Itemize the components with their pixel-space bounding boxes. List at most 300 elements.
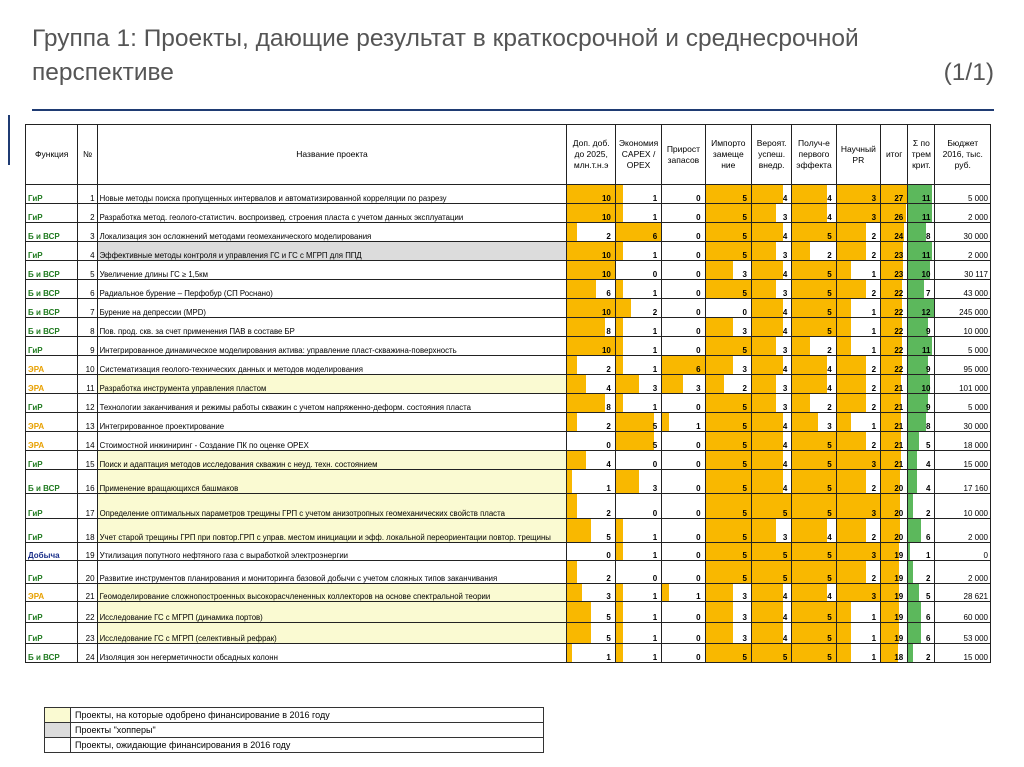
three-criteria-cell <box>908 413 935 432</box>
score-value: 0 <box>696 613 701 622</box>
three-criteria-cell <box>908 494 935 519</box>
score-bar <box>567 375 586 393</box>
score-value: 1 <box>871 613 877 622</box>
score-cell <box>836 337 880 356</box>
score-bar <box>567 494 576 518</box>
table-row <box>26 242 991 261</box>
row-number: 11 <box>78 375 97 394</box>
total-cell <box>881 261 908 280</box>
total-value: 23 <box>894 270 904 279</box>
legend-swatch <box>45 738 71 753</box>
score-cell <box>836 494 880 519</box>
score-value: 5 <box>742 484 747 493</box>
score-cell <box>567 451 615 470</box>
criteria-bar <box>908 356 928 374</box>
score-cell <box>792 261 836 280</box>
project-name: Изоляция зон негерметичности обсадных колонн <box>97 644 567 663</box>
budget-cell: 5 000 <box>935 185 991 204</box>
project-name: Исследование ГС с МГРП (динамика портов) <box>97 602 567 623</box>
function-cell: ЭРА <box>26 584 78 602</box>
score-bar <box>706 356 733 374</box>
score-cell <box>567 280 615 299</box>
score-cell <box>615 242 661 261</box>
table-row <box>26 584 991 602</box>
score-cell <box>792 623 836 644</box>
function-cell: ГиР <box>26 204 78 223</box>
table-row <box>26 318 991 337</box>
score-value: 5 <box>742 213 747 222</box>
score-cell <box>792 375 836 394</box>
score-cell <box>662 223 705 242</box>
score-value: 0 <box>606 551 611 560</box>
total-cell <box>881 375 908 394</box>
score-bar <box>837 375 866 393</box>
score-value: 5 <box>827 460 832 469</box>
budget-cell: 2 000 <box>935 561 991 584</box>
score-cell <box>567 223 615 242</box>
total-cell <box>881 623 908 644</box>
criteria-value: 8 <box>926 232 931 241</box>
project-name: Развитие инструментов планирования и мониторинга базовой добычи с учетом сложных типов заканчивания <box>97 561 567 584</box>
score-bar <box>837 644 851 662</box>
score-value: 0 <box>696 634 701 643</box>
score-value: 4 <box>782 327 788 336</box>
row-number: 7 <box>78 299 97 318</box>
score-value: 2 <box>871 403 877 412</box>
budget-cell: 60 000 <box>935 602 991 623</box>
table-row <box>26 204 991 223</box>
score-value: 3 <box>871 213 877 222</box>
score-cell <box>792 470 836 494</box>
table-row <box>26 394 991 413</box>
score-value: 2 <box>606 422 611 431</box>
score-value: 2 <box>871 232 877 241</box>
table-row <box>26 223 991 242</box>
criteria-value: 12 <box>921 308 931 317</box>
total-value: 20 <box>894 509 904 518</box>
score-value: 0 <box>652 270 658 279</box>
score-bar <box>567 519 591 542</box>
project-name: Применение вращающихся башмаков <box>97 470 567 494</box>
score-cell <box>792 451 836 470</box>
score-cell <box>567 356 615 375</box>
total-cell <box>881 470 908 494</box>
score-bar <box>752 584 783 601</box>
score-cell <box>792 185 836 204</box>
criteria-value: 11 <box>921 251 931 260</box>
score-value: 3 <box>742 634 747 643</box>
budget-cell: 30 000 <box>935 223 991 242</box>
score-value: 0 <box>696 484 701 493</box>
score-cell <box>836 204 880 223</box>
score-cell <box>615 394 661 413</box>
function-cell: ГиР <box>26 561 78 584</box>
score-value: 5 <box>652 422 658 431</box>
score-cell <box>705 602 751 623</box>
score-value: 3 <box>782 384 788 393</box>
score-value: 6 <box>652 232 658 241</box>
score-bar <box>792 394 809 412</box>
score-value: 3 <box>782 251 788 260</box>
row-number: 2 <box>78 204 97 223</box>
score-bar <box>567 602 591 622</box>
criteria-bar <box>908 494 912 518</box>
budget-cell: 30 000 <box>935 413 991 432</box>
total-value: 26 <box>894 213 904 222</box>
function-cell: Добыча <box>26 543 78 561</box>
row-number: 22 <box>78 602 97 623</box>
budget-cell: 5 000 <box>935 337 991 356</box>
score-cell <box>792 299 836 318</box>
three-criteria-cell <box>908 623 935 644</box>
score-value: 5 <box>827 613 832 622</box>
header-reserves: Прирост запасов <box>662 125 705 185</box>
score-cell <box>836 519 880 543</box>
score-cell <box>836 261 880 280</box>
score-bar <box>752 375 776 393</box>
score-bar <box>616 470 639 493</box>
score-bar <box>567 451 586 469</box>
score-value: 5 <box>742 533 747 542</box>
score-cell <box>705 561 751 584</box>
score-value: 5 <box>827 308 832 317</box>
score-value: 4 <box>827 533 832 542</box>
score-bar <box>792 413 818 431</box>
row-number: 3 <box>78 223 97 242</box>
total-cell <box>881 204 908 223</box>
score-value: 4 <box>782 422 788 431</box>
score-value: 2 <box>827 251 832 260</box>
criteria-bar <box>908 451 917 469</box>
score-value: 3 <box>871 194 877 203</box>
legend-label: Проекты "хопперы" <box>71 723 544 738</box>
function-cell: Б и ВСР <box>26 299 78 318</box>
table-row <box>26 337 991 356</box>
budget-cell: 2 000 <box>935 519 991 543</box>
score-cell <box>662 204 705 223</box>
criteria-bar <box>908 644 912 662</box>
score-value: 5 <box>782 653 788 662</box>
score-cell <box>792 644 836 663</box>
score-value: 4 <box>827 592 832 601</box>
score-cell <box>792 584 836 602</box>
total-value: 20 <box>894 484 904 493</box>
score-cell <box>751 561 791 584</box>
score-bar <box>752 223 783 241</box>
score-bar <box>837 561 866 583</box>
score-value: 10 <box>601 308 611 317</box>
score-value: 5 <box>742 403 747 412</box>
score-bar <box>752 356 783 374</box>
score-cell <box>705 519 751 543</box>
score-cell <box>836 185 880 204</box>
score-cell <box>751 470 791 494</box>
score-bar <box>706 623 733 643</box>
score-value: 0 <box>696 653 701 662</box>
header-import-substitution: Импорто замеще ние <box>705 125 751 185</box>
score-cell <box>662 561 705 584</box>
header-number: № <box>78 125 97 185</box>
header-first-effect: Получ-е первого эффекта <box>792 125 836 185</box>
score-value: 1 <box>606 653 611 662</box>
score-cell <box>836 318 880 337</box>
table-row <box>26 261 991 280</box>
score-cell <box>792 602 836 623</box>
table-row <box>26 280 991 299</box>
score-value: 10 <box>601 213 611 222</box>
criteria-bar <box>908 543 910 560</box>
score-bar <box>567 470 572 493</box>
table-row <box>26 356 991 375</box>
score-bar <box>616 356 624 374</box>
score-value: 0 <box>652 574 658 583</box>
score-value: 1 <box>871 308 877 317</box>
score-value: 4 <box>782 460 788 469</box>
function-cell: ЭРА <box>26 432 78 451</box>
score-bar <box>616 543 624 560</box>
header-three-criteria: Σ по трем крит. <box>908 125 935 185</box>
total-value: 21 <box>894 460 904 469</box>
criteria-bar <box>908 280 923 298</box>
budget-cell: 18 000 <box>935 432 991 451</box>
score-cell <box>705 375 751 394</box>
score-value: 1 <box>652 251 658 260</box>
score-value: 0 <box>696 308 701 317</box>
budget-cell: 10 000 <box>935 318 991 337</box>
score-cell <box>662 394 705 413</box>
criteria-value: 11 <box>921 346 931 355</box>
score-value: 4 <box>782 484 788 493</box>
score-value: 3 <box>871 592 877 601</box>
score-cell <box>751 204 791 223</box>
table-row <box>26 470 991 494</box>
function-cell: ГиР <box>26 337 78 356</box>
score-cell <box>792 280 836 299</box>
score-value: 5 <box>782 551 788 560</box>
criteria-bar <box>908 223 925 241</box>
score-bar <box>752 519 776 542</box>
score-cell <box>615 451 661 470</box>
three-criteria-cell <box>908 543 935 561</box>
table-row <box>26 299 991 318</box>
score-cell <box>615 623 661 644</box>
score-cell <box>615 261 661 280</box>
function-cell: Б и ВСР <box>26 223 78 242</box>
projects-table <box>25 124 991 663</box>
table-row <box>26 623 991 644</box>
score-cell <box>662 494 705 519</box>
three-criteria-cell <box>908 337 935 356</box>
score-value: 10 <box>601 346 611 355</box>
project-name: Новые методы поиска пропущенных интервалов и автоматизированной корреляции по разрезу <box>97 185 567 204</box>
total-value: 22 <box>894 365 904 374</box>
three-criteria-cell <box>908 280 935 299</box>
score-cell <box>662 337 705 356</box>
score-cell <box>615 432 661 451</box>
header-total: итог <box>881 125 908 185</box>
project-name: Увеличение длины ГС ≥ 1,5км <box>97 261 567 280</box>
total-value: 23 <box>894 251 904 260</box>
score-value: 5 <box>742 232 747 241</box>
three-criteria-cell <box>908 261 935 280</box>
score-cell <box>751 337 791 356</box>
criteria-value: 4 <box>926 484 931 493</box>
budget-cell: 5 000 <box>935 394 991 413</box>
function-cell: ГиР <box>26 519 78 543</box>
score-cell <box>792 394 836 413</box>
score-value: 0 <box>696 251 701 260</box>
row-number: 6 <box>78 280 97 299</box>
project-name: Локализация зон осложнений методами геомеханического моделирования <box>97 223 567 242</box>
project-name: Интегрированное динамическое моделирования актива: управление пласт-скважина-поверхность <box>97 337 567 356</box>
score-cell <box>836 356 880 375</box>
score-bar <box>616 432 654 450</box>
score-value: 1 <box>871 634 877 643</box>
score-bar <box>792 204 827 222</box>
score-value: 0 <box>696 194 701 203</box>
score-cell <box>615 223 661 242</box>
score-bar <box>837 623 851 643</box>
score-value: 1 <box>652 289 658 298</box>
score-value: 2 <box>742 384 747 393</box>
score-bar <box>616 584 624 601</box>
score-cell <box>751 242 791 261</box>
score-cell <box>751 584 791 602</box>
score-cell <box>836 451 880 470</box>
score-value: 2 <box>871 484 877 493</box>
score-value: 0 <box>696 509 701 518</box>
score-value: 4 <box>827 194 832 203</box>
score-cell <box>792 432 836 451</box>
table-row <box>26 413 991 432</box>
project-name: Геомоделирование сложнопостроенных высокорасчлененных коллекторов на основе спектральной теории <box>97 584 567 602</box>
score-cell <box>705 337 751 356</box>
page-indicator: (1/1) <box>943 59 994 86</box>
row-number: 1 <box>78 185 97 204</box>
score-value: 5 <box>742 194 747 203</box>
total-cell <box>881 584 908 602</box>
score-value: 4 <box>782 592 788 601</box>
score-cell <box>836 602 880 623</box>
score-value: 8 <box>606 403 611 412</box>
score-value: 5 <box>742 441 747 450</box>
score-value: 5 <box>742 653 747 662</box>
score-cell <box>836 242 880 261</box>
score-cell <box>662 261 705 280</box>
row-number: 13 <box>78 413 97 432</box>
score-cell <box>615 519 661 543</box>
score-bar <box>567 644 572 662</box>
score-value: 2 <box>871 289 877 298</box>
score-bar <box>616 623 624 643</box>
score-value: 0 <box>696 232 701 241</box>
score-value: 0 <box>652 509 658 518</box>
budget-cell: 15 000 <box>935 644 991 663</box>
score-cell <box>662 375 705 394</box>
score-cell <box>567 185 615 204</box>
legend <box>44 707 544 753</box>
score-cell <box>662 356 705 375</box>
project-name: Интегрированное проектирование <box>97 413 567 432</box>
score-value: 5 <box>742 422 747 431</box>
project-name: Пов. прод. скв. за счет применения ПАВ в составе БР <box>97 318 567 337</box>
score-cell <box>567 623 615 644</box>
score-bar <box>837 223 866 241</box>
score-value: 1 <box>696 592 701 601</box>
score-bar <box>837 432 866 450</box>
score-bar <box>837 519 866 542</box>
score-value: 4 <box>827 384 832 393</box>
score-cell <box>567 494 615 519</box>
criteria-value: 9 <box>926 327 931 336</box>
score-value: 4 <box>782 613 788 622</box>
criteria-value: 11 <box>921 213 931 222</box>
score-cell <box>836 543 880 561</box>
total-value: 19 <box>894 613 904 622</box>
score-cell <box>705 644 751 663</box>
project-name: Бурение на депрессии (MPD) <box>97 299 567 318</box>
score-value: 5 <box>742 251 747 260</box>
budget-cell: 15 000 <box>935 451 991 470</box>
score-value: 6 <box>696 365 701 374</box>
total-value: 18 <box>894 653 904 662</box>
score-cell <box>751 261 791 280</box>
score-bar <box>616 375 639 393</box>
score-cell <box>615 584 661 602</box>
criteria-value: 6 <box>926 533 931 542</box>
score-bar <box>752 242 776 260</box>
score-value: 4 <box>606 384 611 393</box>
score-bar <box>616 394 624 412</box>
legend-label: Проекты, ожидающие финансирования в 2016 году <box>71 738 544 753</box>
score-bar <box>616 602 624 622</box>
function-cell: Б и ВСР <box>26 280 78 299</box>
three-criteria-cell <box>908 299 935 318</box>
score-cell <box>705 242 751 261</box>
score-cell <box>567 644 615 663</box>
budget-cell: 17 160 <box>935 470 991 494</box>
score-value: 3 <box>652 384 658 393</box>
total-cell <box>881 242 908 261</box>
three-criteria-cell <box>908 242 935 261</box>
score-value: 1 <box>652 213 658 222</box>
score-cell <box>792 519 836 543</box>
criteria-bar <box>908 413 925 431</box>
criteria-bar <box>908 602 921 622</box>
title-line-1: Группа 1: Проекты, дающие результат в краткосрочной и среднесрочной <box>32 25 859 52</box>
score-bar <box>792 242 809 260</box>
function-cell: Б и ВСР <box>26 470 78 494</box>
table-row <box>26 451 991 470</box>
score-value: 1 <box>871 327 877 336</box>
score-bar <box>567 280 595 298</box>
score-bar <box>752 470 783 493</box>
score-cell <box>751 280 791 299</box>
score-bar <box>752 394 776 412</box>
score-cell <box>751 602 791 623</box>
score-cell <box>567 242 615 261</box>
score-value: 4 <box>782 365 788 374</box>
score-cell <box>567 299 615 318</box>
score-cell <box>705 280 751 299</box>
project-name: Разработка метод. геолого-статистич. воспроизвед. строения пласта с учетом данных эксплуатации <box>97 204 567 223</box>
score-bar <box>567 394 605 412</box>
total-cell <box>881 543 908 561</box>
three-criteria-cell <box>908 318 935 337</box>
score-value: 4 <box>782 194 788 203</box>
side-accent-bar <box>8 115 10 165</box>
score-bar <box>752 623 783 643</box>
